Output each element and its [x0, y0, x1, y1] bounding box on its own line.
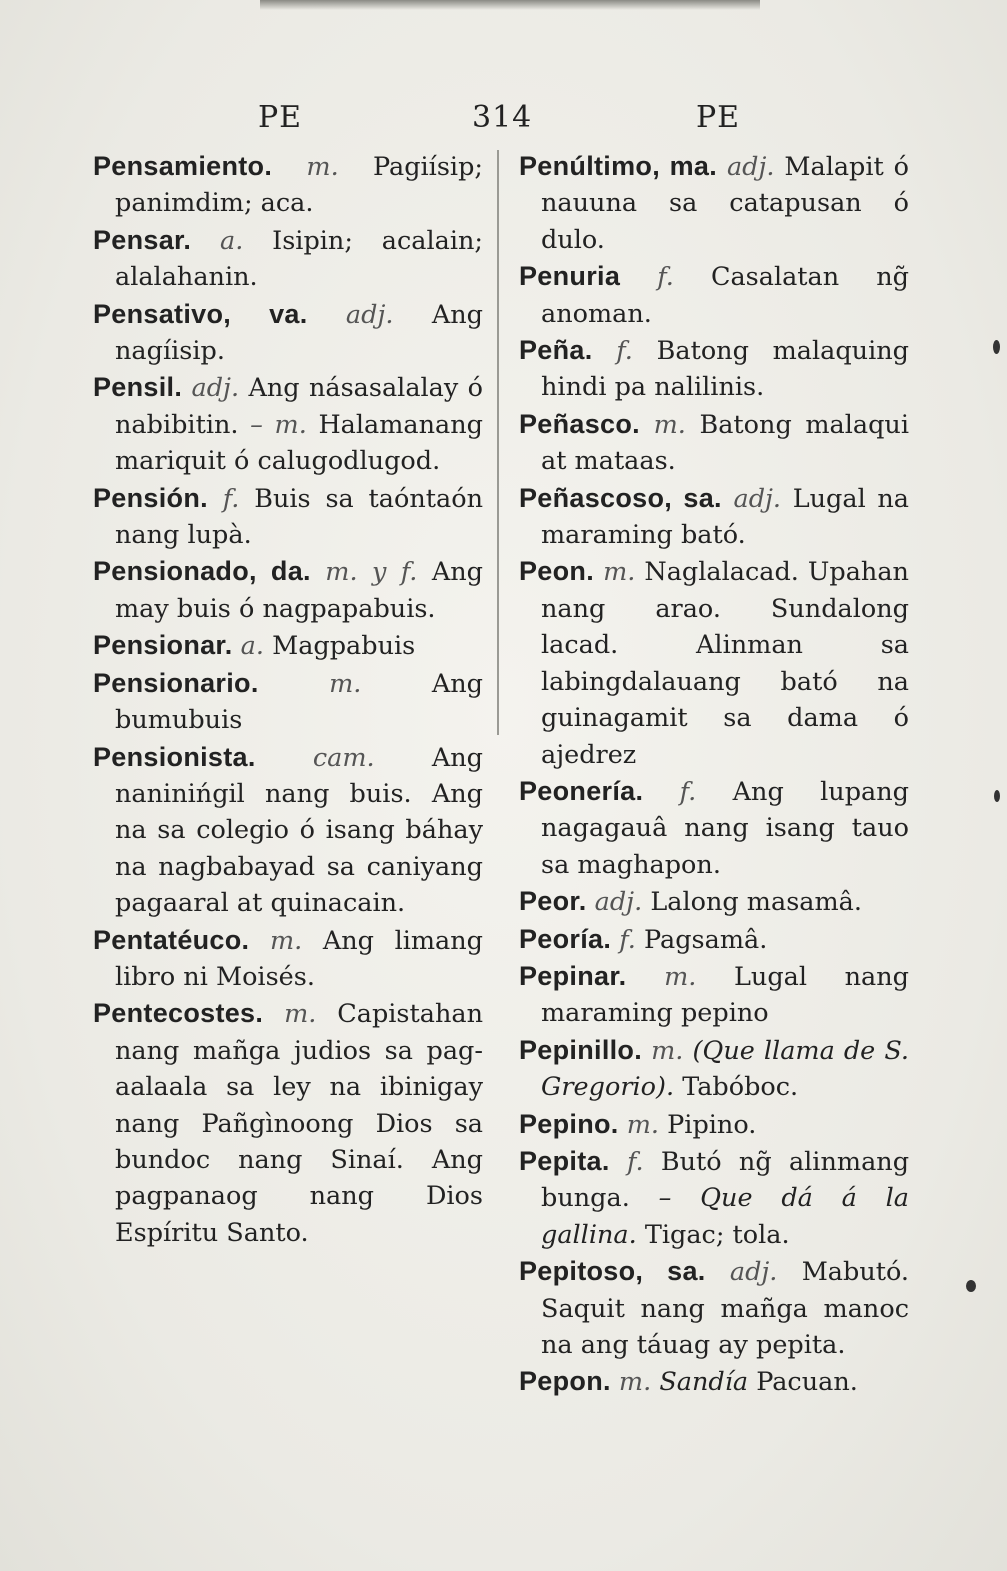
dictionary-entry: Pensionario. m. Ang bumubuis — [93, 667, 484, 736]
dictionary-entry: Pensionista. cam. Ang naninińgil nang buis. Ang na sa colegio ó isang báhay na nagbabayad sa caniyang pagaaral at quinacain. — [93, 741, 484, 919]
dictionary-entry: Pepita. f. Butó ng̃ alinmang bunga. – Que dá á la gallina. Tigac; tola. — [519, 1145, 910, 1250]
ink-blot — [966, 1280, 976, 1292]
dictionary-entry: Peña. f. Batong malaquing hindi pa nalilinis. — [519, 335, 910, 403]
dictionary-entry: Pensamiento. m. Pagiísip; panimdim; aca. — [93, 151, 483, 219]
dictionary-entry: Pensar. a. Isipin; acalain; alalahanin. — [93, 224, 483, 293]
dictionary-entry: Peoría. f. Pagsamâ. — [519, 923, 768, 955]
header-right-guideword: PE — [696, 100, 741, 135]
column-divider — [497, 150, 499, 735]
dictionary-entry: Pepinillo. m. (Que llama de S. Gregorio). Tabóboc. — [519, 1034, 910, 1103]
page-header — [0, 100, 1007, 140]
dictionary-entry: Peñasco. m. Batong malaqui at mataas. — [519, 408, 910, 477]
left-column — [93, 148, 483, 1251]
dictionary-entry: Pensil. adj. Ang násasalalay ó nabibitin. – m. Halamanang mariquit ó calugodlugod. — [93, 372, 484, 477]
dictionary-entry: Penúltimo, ma. adj. Malapit ó nauuna sa catapusan ó dulo. — [519, 151, 910, 255]
dictionary-entry: Pepinar. m. Lugal nang maraming pepino — [519, 960, 909, 1029]
scan-edge-shadow — [260, 0, 760, 10]
dictionary-entry: Penuria f. Casalatan ng̃ anoman. — [519, 261, 909, 329]
ink-blot — [994, 790, 1000, 802]
dictionary-entry: Pentecostes. m. Capistahan nang mañga judios sa pag-aalaala sa ley na ibinigay nang Pañgìnoong Dios sa bundoc nang Sinaí. Ang pagpanaog nang Dios Espíritu Santo. — [93, 998, 484, 1248]
page-number: 314 — [472, 100, 533, 135]
header-left-guideword: PE — [258, 100, 303, 135]
dictionary-entry: Peon. m. Naglalacad. Upahan nang arao. Sundalong lacad. Alinman sa labingdalauang bató na guinagamit sa dama ó ajedrez — [519, 556, 909, 770]
dictionary-entry: Pentatéuco. m. Ang limang libro ni Moisés. — [93, 924, 484, 992]
dictionary-entry: Pensionado, da. m. y f. Ang may buis ó nagpapabuis. — [93, 556, 484, 624]
ink-blot — [993, 340, 1000, 354]
dictionary-entry: Pepino. m. Pipino. — [519, 1108, 757, 1140]
dictionary-entry: Peñascoso, sa. adj. Lugal na maraming bató. — [519, 482, 910, 551]
dictionary-entry: Pensativo, va. adj. Ang nagíisip. — [93, 298, 484, 367]
dictionary-entry: Peonería. f. Ang lupang nagagauâ nang isang tauo sa maghapon. — [519, 775, 909, 880]
dictionary-entry: Pensionar. a. Magpabuis — [93, 630, 416, 662]
dictionary-entry: Peor. adj. Lalong masamâ. — [519, 886, 862, 918]
dictionary-entry: Pepitoso, sa. adj. Mabutó. Saquit nang mañga manoc na ang táuag ay pepita. — [519, 1256, 910, 1360]
dictionary-entry: Pensión. f. Buis sa taóntaón nang lupà. — [93, 482, 484, 551]
right-column — [519, 148, 909, 1401]
dictionary-entry: Pepon. m. Sandía Pacuan. — [519, 1366, 858, 1398]
